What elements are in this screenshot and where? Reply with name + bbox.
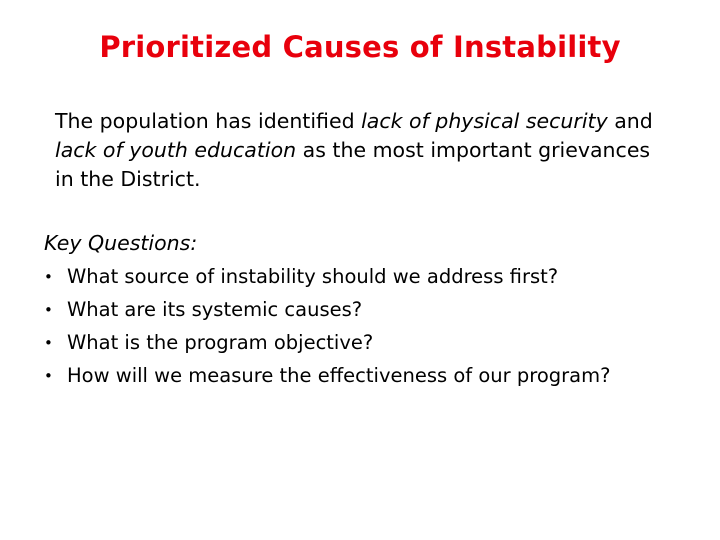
list-item [44,266,684,288]
question-text: What source of instability should we address first? [67,265,559,288]
question-text: How will we measure the effectiveness of our program? [67,364,611,387]
bullet-icon: • [44,334,53,352]
intro-emphasis-youth-education: lack of youth education [55,138,297,162]
list-item [44,332,684,354]
question-text: What is the program objective? [67,331,374,354]
question-text: What are its systemic causes? [67,298,363,321]
bullet-icon: • [44,367,53,385]
slide-title: Prioritized Causes of Instability [99,30,621,64]
intro-paragraph [55,107,675,194]
intro-emphasis-physical-security: lack of physical security [361,109,608,133]
list-item [44,299,684,321]
bullet-icon: • [44,301,53,319]
list-item [44,365,684,387]
intro-text-3: as the most important grievances in the District. [55,138,651,191]
intro-text-2: and [607,109,653,133]
bullet-icon: • [44,268,53,286]
key-questions-heading: Key Questions: [44,231,198,255]
key-questions-list [44,266,684,398]
intro-text-1: The population has identified [55,109,362,133]
